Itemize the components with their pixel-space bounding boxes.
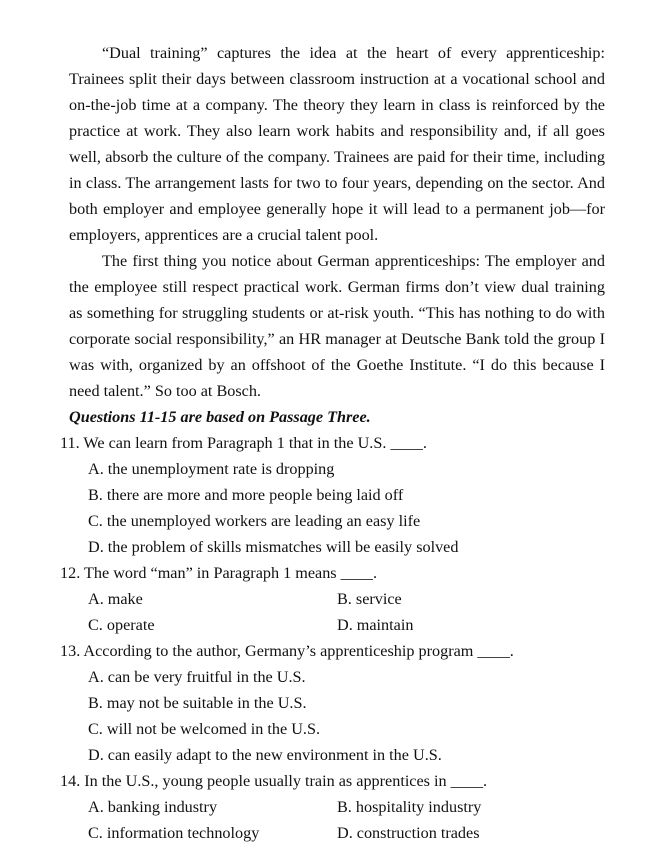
paragraph-1-line-4: practice at work. They also learn work habits and responsibility and, if all goes — [69, 122, 605, 140]
question-12-option-d: D. maintain — [337, 616, 414, 634]
question-14-options-row-1 — [0, 794, 656, 820]
paragraph-2-line-1: The first thing you notice about German apprenticeships: The employer and — [102, 252, 605, 270]
paragraph-2-line-6: need talent.” So too at Bosch. — [69, 382, 261, 400]
question-11-option-d: D. the problem of skills mismatches will be easily solved — [88, 538, 459, 556]
question-14-options-row-2 — [0, 820, 656, 846]
paragraph-1-line-7: both employer and employee generally hope it will lead to a permanent job—for — [69, 200, 605, 218]
question-11-option-a: A. the unemployment rate is dropping — [88, 460, 335, 478]
question-11-option-c: C. the unemployed workers are leading an easy life — [88, 512, 421, 530]
paragraph-1-line-6: in class. The arrangement lasts for two to four years, depending on the sector. And — [69, 174, 605, 192]
exam-page — [0, 40, 656, 846]
paragraph-1-line-2: Trainees split their days between classroom instruction at a vocational school and — [69, 70, 605, 88]
question-11-option-b: B. there are more and more people being laid off — [88, 486, 404, 504]
section-heading: Questions 11-15 are based on Passage Three. — [69, 408, 371, 426]
question-14-option-d: D. construction trades — [337, 824, 480, 842]
question-11-stem: 11. We can learn from Paragraph 1 that in the U.S. ____. — [60, 434, 427, 452]
paragraph-2-line-4: corporate social responsibility,” an HR manager at Deutsche Bank told the group I — [69, 330, 605, 348]
question-12 — [0, 560, 656, 638]
question-12-option-c: C. operate — [88, 616, 155, 634]
question-12-options-row-1 — [0, 586, 656, 612]
question-14 — [0, 768, 656, 846]
paragraph-2 — [0, 248, 656, 404]
paragraph-2-line-5: was with, organized by an offshoot of the Goethe Institute. “I do this because I — [69, 356, 605, 374]
question-14-option-c: C. information technology — [88, 824, 260, 842]
question-14-option-b: B. hospitality industry — [337, 798, 482, 816]
question-13-option-a: A. can be very fruitful in the U.S. — [88, 668, 306, 686]
question-13 — [0, 638, 656, 768]
question-13-option-c: C. will not be welcomed in the U.S. — [88, 720, 320, 738]
question-13-stem: 13. According to the author, Germany’s apprenticeship program ____. — [60, 642, 514, 660]
question-12-option-a: A. make — [88, 590, 143, 608]
paragraph-2-line-3: as something for struggling students or at-risk youth. “This has nothing to do with — [69, 304, 605, 322]
paragraph-1 — [0, 40, 656, 248]
paragraph-1-line-3: on-the-job time at a company. The theory they learn in class is reinforced by the — [69, 96, 605, 114]
question-12-options-row-2 — [0, 612, 656, 638]
question-13-option-d: D. can easily adapt to the new environment in the U.S. — [88, 746, 442, 764]
question-12-stem: 12. The word “man” in Paragraph 1 means ____. — [60, 564, 378, 582]
question-14-option-a: A. banking industry — [88, 798, 218, 816]
paragraph-1-line-1: “Dual training” captures the idea at the heart of every apprenticeship: — [102, 44, 605, 62]
paragraph-1-line-5: well, absorb the culture of the company. Trainees are paid for their time, including — [69, 148, 605, 166]
paragraph-1-line-8: employers, apprentices are a crucial talent pool. — [69, 226, 379, 244]
question-14-stem: 14. In the U.S., young people usually train as apprentices in ____. — [60, 772, 488, 790]
question-13-option-b: B. may not be suitable in the U.S. — [88, 694, 307, 712]
paragraph-2-line-2: the employee still respect practical work. German firms don’t view dual training — [69, 278, 605, 296]
question-12-option-b: B. service — [337, 590, 402, 608]
question-11 — [0, 430, 656, 560]
